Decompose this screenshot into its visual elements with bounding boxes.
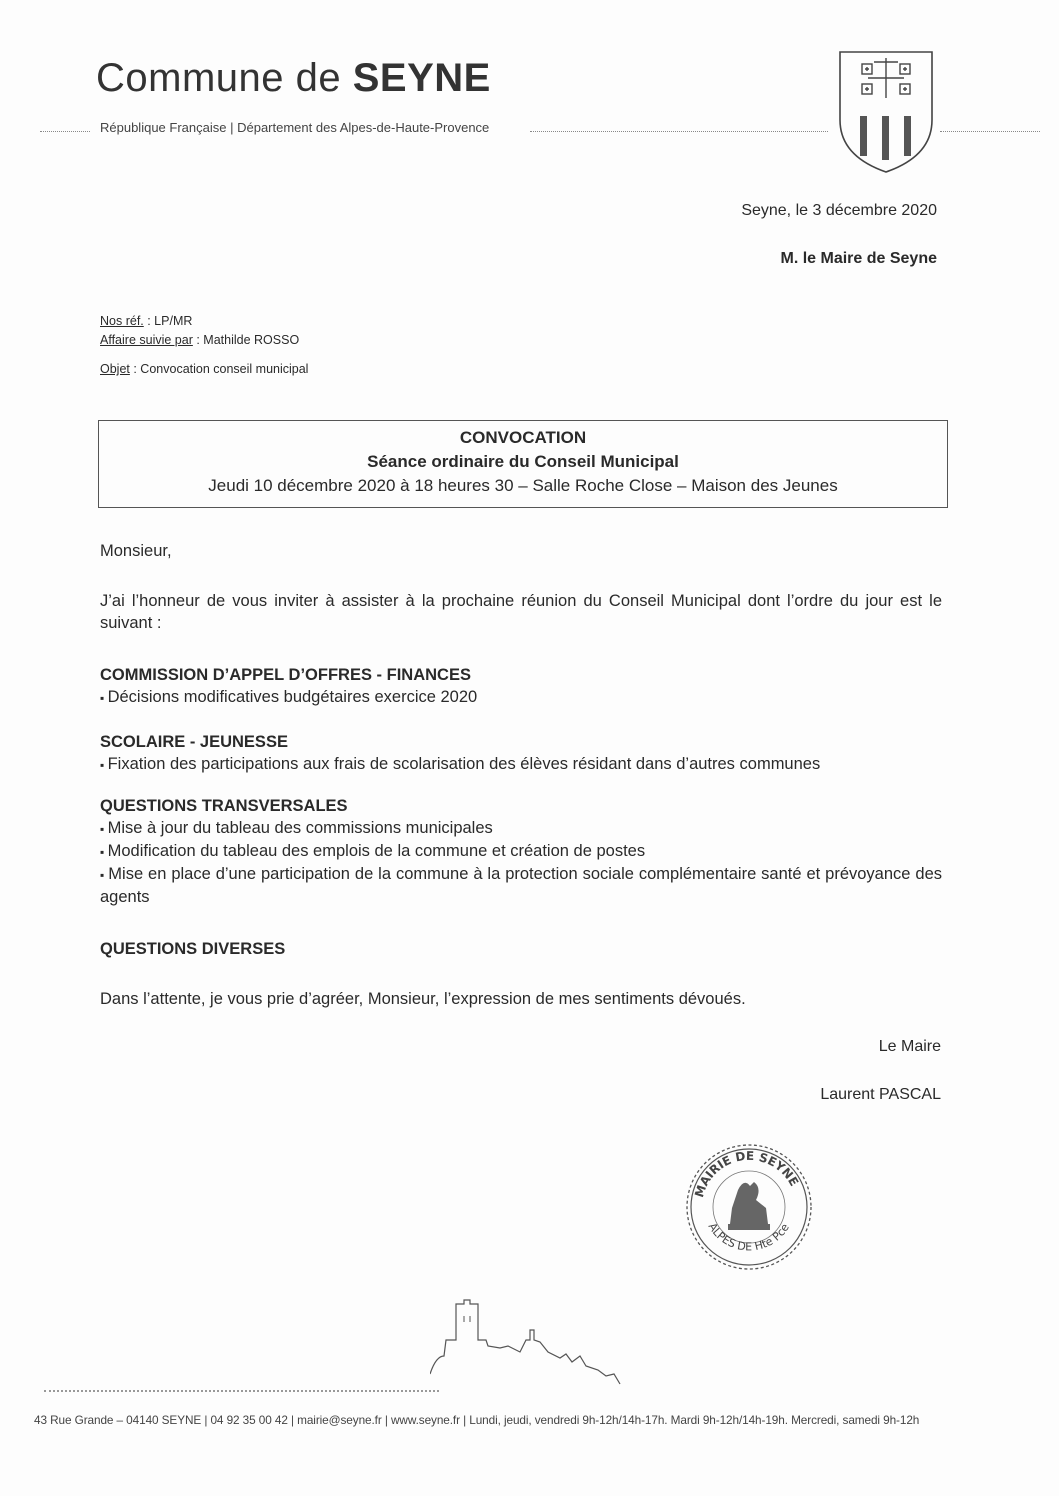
svg-text:ALPES DE Hte Pce: ALPES DE Hte Pce	[705, 1220, 792, 1254]
letter-date: Seyne, le 3 décembre 2020	[741, 202, 937, 219]
signature-role: Le Maire	[878, 1038, 941, 1055]
session-type: Séance ordinaire du Conseil Municipal	[367, 452, 679, 471]
affaire-label: Affaire suivie par	[100, 333, 193, 347]
convocation-box	[98, 420, 948, 508]
objet-line	[100, 360, 308, 379]
header-dotline-left	[40, 131, 90, 132]
convocation-title: CONVOCATION	[459, 428, 587, 447]
objet-label: Objet	[100, 362, 130, 376]
ref-label: Nos réf.	[100, 314, 144, 328]
section-heading: SCOLAIRE - JEUNESSE	[100, 733, 288, 751]
intro-paragraph: J’ai l’honneur de vous inviter à assister à la prochaine réunion du Conseil Municipal dont l’ordre du jour est le suivant :	[100, 592, 942, 632]
republic-label: République Française	[100, 120, 227, 135]
ref-line	[100, 312, 308, 331]
agenda-item: ▪ Modification du tableau des emplois de la commune et création de postes	[100, 840, 942, 863]
section-heading: QUESTIONS DIVERSES	[100, 940, 286, 958]
title-prefix: Commune de	[96, 56, 342, 100]
commune-title	[96, 56, 491, 101]
agenda-section	[100, 664, 942, 709]
section-heading: COMMISSION D’APPEL D’OFFRES - FINANCES	[100, 666, 471, 684]
objet-value: : Convocation conseil municipal	[129, 362, 309, 376]
agenda-item: ▪ Mise en place d’une participation de la commune à la protection sociale complémentaire santé et prévoyance des agents	[100, 863, 942, 908]
title-name: SEYNE	[352, 56, 491, 100]
salutation: Monsieur,	[100, 542, 172, 560]
letter-sender: M. le Maire de Seyne	[780, 250, 937, 267]
footer-dotline	[44, 1390, 439, 1392]
agenda-section	[100, 731, 942, 776]
svg-text:MAIRIE DE SEYNE: MAIRIE DE SEYNE	[691, 1148, 802, 1200]
header-separator: |	[230, 120, 238, 135]
signature-name: Laurent PASCAL	[820, 1086, 941, 1103]
affaire-value: : Mathilde ROSSO	[192, 333, 300, 347]
mairie-stamp-icon	[684, 1142, 814, 1272]
ref-value: : LP/MR	[143, 314, 193, 328]
session-datetime-location: Jeudi 10 décembre 2020 à 18 heures 30 – Salle Roche Close – Maison des Jeunes	[208, 476, 838, 495]
footer-contact: 43 Rue Grande – 04140 SEYNE | 04 92 35 00 42 | mairie@seyne.fr | www.seyne.fr | Lundi, jeudi, vendredi 9h-12h/14h-17h. Mardi 9h-12h/14h-19h. Mercredi, samedi 9h-12h	[34, 1413, 920, 1427]
header-dotline-right	[940, 131, 1040, 132]
header-dotline-mid	[530, 131, 828, 132]
header-subline	[100, 120, 489, 135]
affaire-line	[100, 331, 308, 350]
closing-paragraph: Dans l’attente, je vous prie d’agréer, Monsieur, l’expression de mes sentiments dévoués.	[100, 990, 746, 1008]
castle-silhouette-icon	[430, 1296, 630, 1392]
agenda-section	[100, 795, 942, 908]
agenda-section	[100, 938, 942, 960]
agenda-item: ▪ Mise à jour du tableau des commissions municipales	[100, 817, 942, 840]
coat-of-arms-icon	[836, 48, 936, 176]
letter-references	[100, 312, 308, 379]
section-heading: QUESTIONS TRANSVERSALES	[100, 797, 348, 815]
department-label: Département des Alpes-de-Haute-Provence	[237, 120, 490, 135]
agenda-item: ▪ Fixation des participations aux frais de scolarisation des élèves résidant dans d’autres communes	[100, 753, 942, 776]
agenda-item: ▪ Décisions modificatives budgétaires exercice 2020	[100, 686, 942, 709]
